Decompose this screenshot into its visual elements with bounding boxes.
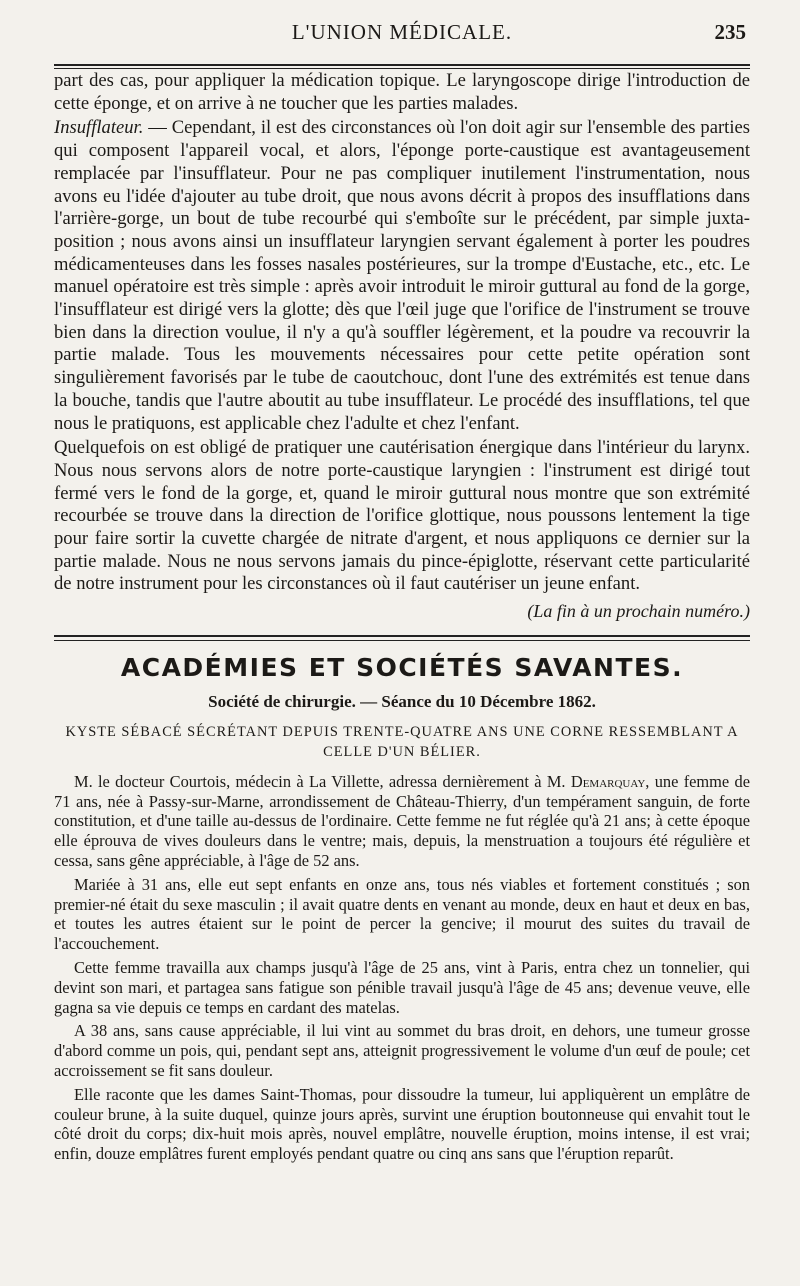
header-rule [54, 64, 750, 69]
paragraph: Mariée à 31 ans, elle eut sept enfants en onze ans, tous nés viables et fortement constitués ; son premier-né était du sexe masculin ; il avait quatre dents en venant au monde, deux en haut et deux en bas, et toutes les autres étaient sur le point de percer la gencive; il mourut des suites du travail de l'accouchement. [54, 874, 750, 954]
article-continuation [54, 70, 750, 623]
section-divider [54, 635, 750, 641]
page-number: 235 [714, 20, 746, 44]
running-title: L'UNION MÉDICALE. [291, 20, 513, 44]
paragraph: Elle raconte que les dames Saint-Thomas, pour dissoudre la tumeur, lui appliquèrent un emplâtre de couleur brune, à la suite duquel, quinze jours après, survint une éruption boutonneuse qui envahit tout le côté droit du corps; dix-huit mois après, nouvel emplâtre, nouvelle éruption, moins intense, il est vrai; enfin, douze emplâtres furent employés pendant quatre ou cinq ans sans que l'éruption reparût. [54, 1084, 750, 1164]
section-title: ACADÉMIES ET SOCIÉTÉS SAVANTES. [120, 652, 684, 682]
article-title: KYSTE SÉBACÉ SÉCRÉTANT DEPUIS TRENTE-QUATRE ANS UNE CORNE RESSEMBLANT A CELLE D'UN BÉLIER. [65, 723, 739, 760]
continuation-note: (La fin à un prochain numéro.) [527, 601, 750, 622]
paragraph-insufflateur [54, 117, 750, 435]
paragraph: Quelquefois on est obligé de pratiquer une cautérisation énergique dans l'intérieur du larynx. Nous nous servons alors de notre porte-caustique laryngien : l'instrument est dirigé tout fermé vers le fond de la gorge, et, quand le miroir guttural nous montre que son extrémité recourbée se trouve dans la direction de l'orifice glottique, nous poussons lentement la tige pour faire sortir la cuvette chargée de nitrate d'argent, et nous appliquons ce dernier sur la partie malade. Nous ne nous servons jamais du pince-épiglotte, réservant cette particularité de notre instrument pour les circonstances où il faut cautériser un jeune enfant. [54, 437, 750, 595]
paragraph-text: , une femme de 71 ans, née à Passy-sur-Marne, arrondissement de Château-Thierry, d'un tempérament sanguin, de forte constitution, et d'une taille au-dessus de l'ordinaire. Cette femme ne fut réglée qu'à 21 ans; à cette époque elle éprouva de vives douleurs dans le ventre; mais, depuis, la menstruation a toujours été régulière et cessa, sans gêne appréciable, à l'âge de 52 ans. [54, 771, 750, 871]
paragraph-text: M. le docteur Courtois, médecin à La Villette, adressa dernièrement à M. [74, 771, 571, 791]
paragraph [54, 772, 750, 871]
page-header [54, 0, 750, 58]
subheading-insufflateur: Insufflateur. [54, 117, 144, 139]
paragraph-text: — Cependant, il est des circonstances où l'on doit agir sur l'ensemble des parties qui composent l'appareil vocal, et alors, l'éponge porte-caustique est avantageusement remplacée par l'insufflateur. Pour ne pas compliquer inutilement l'instrumentation, nous avons eu l'idée d'ajouter au tube droit, que nous avons décrit à propos des insufflations dans l'arrière-gorge, un bout de tube recourbé qui s'emboîte sur le précédent, par simple juxta-position ; nous avons ainsi un insufflateur laryngien servant également à porter les poudres médicamenteuses dans les fosses nasales postérieures, sur la trompe d'Eustache, etc., etc. Le manuel opératoire est très simple : après avoir introduit le miroir guttural au fond de la gorge, l'insufflateur est dirigé vers la glotte; dès que l'œil juge que l'orifice de l'instrument se trouve bien dans la direction voulue, il n'y a qu'à souffler légèrement, et la poudre va recouvrir la partie malade. Tous les mouvements nécessaires pour cette petite opération sont singulièrement favorisés par le tube de caoutchouc, dont l'une des extrémités est tenue dans la bouche, tandis que l'autre aboutit au tube insufflateur. Le procédé des insufflations, tel que nous le pratiquons, est applicable chez l'adulte et chez l'enfant. [54, 117, 750, 434]
paragraph: part des cas, pour appliquer la médication topique. Le laryngoscope dirige l'introduction de cette éponge, et on arrive à ne toucher que les parties malades. [54, 70, 750, 114]
paragraph: A 38 ans, sans cause appréciable, il lui vint au sommet du bras droit, en dehors, une tumeur grosse d'abord comme un pois, qui, pendant sept ans, atteignit progressivement le volume d'un œuf de poule; cet accroissement se fit sans douleur. [54, 1021, 750, 1081]
paragraph: Cette femme travailla aux champs jusqu'à l'âge de 25 ans, vint à Paris, entra chez un tonnelier, qui devint son mari, et partagea sans fatigue son pénible travail jusqu'à l'âge de 45 ans; devenue veuve, elle gagna sa vie depuis ce temps en cardant des matelas. [54, 958, 750, 1017]
case-report [54, 772, 750, 1164]
author-name: Demarquay [570, 771, 646, 791]
session-heading: Société de chirurgie. — Séance du 10 Décembre 1862. [208, 691, 596, 711]
